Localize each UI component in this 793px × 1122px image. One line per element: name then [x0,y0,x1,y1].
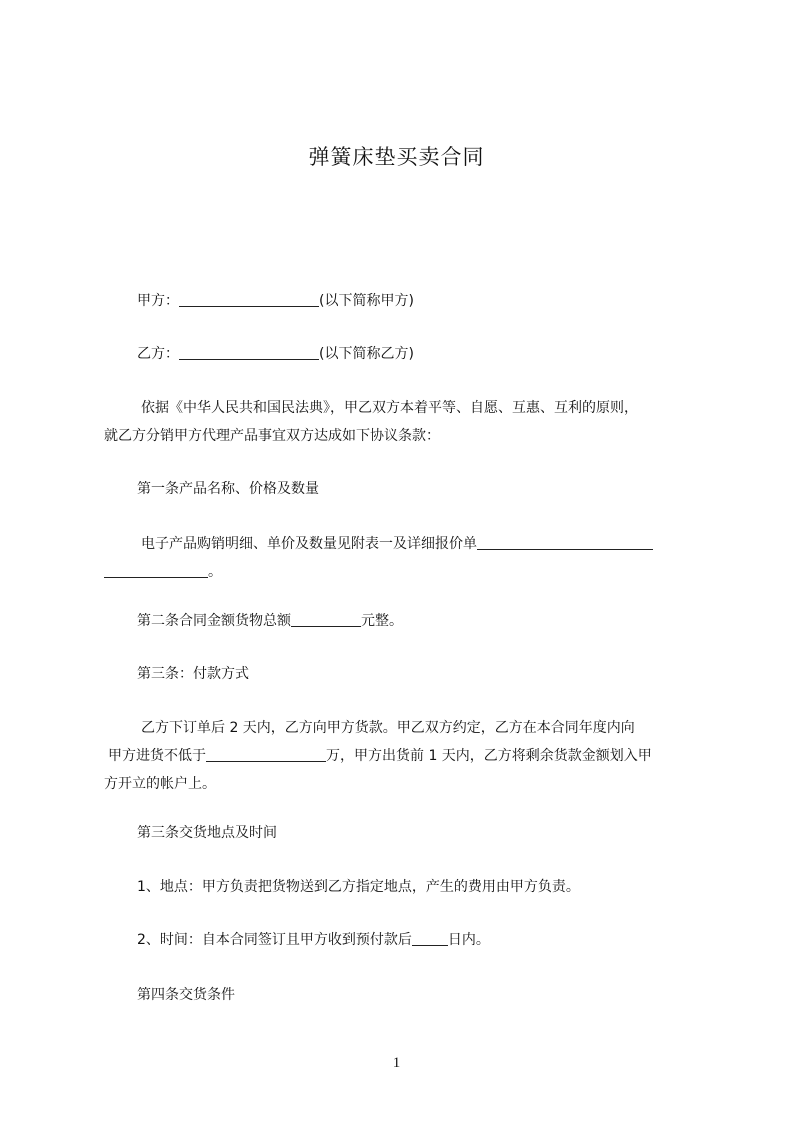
party-a-label: 甲方： [137,293,179,309]
article-1-body-line-2 [104,558,222,586]
article-3-blank [206,747,326,762]
article-3b-item-2-after: 日内。 [447,932,490,948]
article-3-line-3: 方开立的帐户上。 [104,776,216,792]
article-1-body-end: 。 [208,564,222,580]
party-a-line [137,287,414,315]
article-1-heading: 第一条产品名称、价格及数量 [137,481,319,497]
intro-line-2: 就乙方分销甲方代理产品事宜双方达成如下协议条款： [104,428,440,444]
party-a-suffix: (以下简称甲方) [319,293,414,309]
article-4-heading: 第四条交货条件 [137,987,235,1003]
article-3b-item-2-blank [412,931,448,946]
article-2-text-after: 元整。 [361,613,403,629]
article-1-blank-1 [477,535,653,550]
article-3-line-2 [108,742,652,770]
article-3-text-before: 甲方进货不低于 [108,748,206,764]
article-3-line-1: 乙方下订单后 2 天内，乙方向甲方货款。甲乙双方约定，乙方在本合同年度内向 [141,720,635,736]
party-b-label: 乙方： [137,346,179,362]
article-1-blank-2 [104,563,208,578]
article-3b-item-2-before: 2、时间：自本合同签订且甲方收到预付款后 [137,932,412,948]
article-1-body-text: 电子产品购销明细、单价及数量见附表一及详细报价单 [141,536,477,552]
party-b-blank [179,345,319,360]
document-title: 弹簧床垫买卖合同 [308,145,485,169]
party-a-blank [179,292,319,307]
party-b-suffix: (以下简称乙方) [319,346,414,362]
article-2-text-before: 第二条合同金额货物总额 [137,613,291,629]
intro-line-1: 依据《中华人民共和国民法典》，甲乙双方本着平等、自愿、互惠、互利的原则， [141,400,638,416]
article-2-line [137,607,403,635]
article-2-blank [291,612,361,627]
page-number: 1 [392,1055,401,1071]
article-1-body-line-1 [141,530,653,558]
article-3-text-after: 万，甲方出货前 1 天内，乙方将剩余货款金额划入甲 [326,748,652,764]
party-b-line [137,340,414,368]
article-3b-heading: 第三条交货地点及时间 [137,825,277,841]
article-3b-item-1: 1、地点：甲方负责把货物送到乙方指定地点，产生的费用由甲方负责。 [137,879,580,895]
article-3b-item-2 [137,926,490,954]
article-3-heading: 第三条：付款方式 [137,666,249,682]
